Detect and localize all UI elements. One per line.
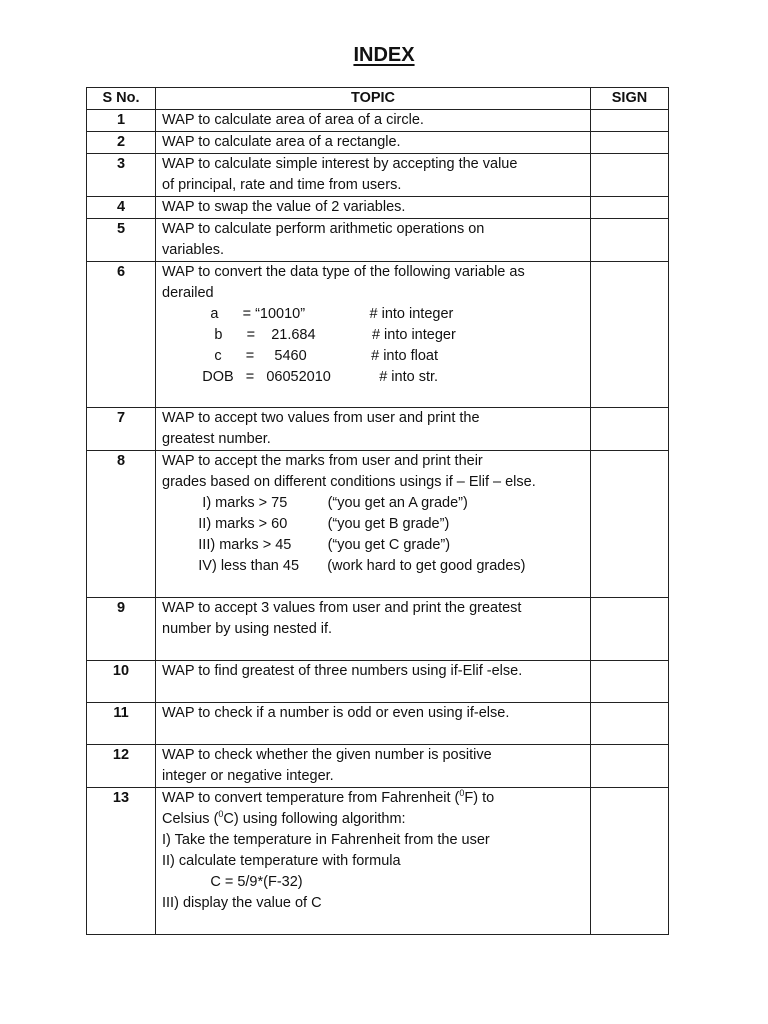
topic-line: Celsius ($^0$C) using following algorithm: [162, 809, 406, 827]
table-row [87, 154, 669, 197]
row-topic [156, 451, 591, 598]
topic-line: WAP to accept two values from user and print the [162, 410, 480, 426]
row-number: 4 [87, 197, 156, 219]
row-topic [156, 661, 591, 703]
algorithm-line: II) calculate temperature with formula [162, 853, 401, 869]
topic-line: WAP to calculate area of a rectangle. [162, 134, 401, 150]
row-number: 7 [87, 408, 156, 451]
header-sno: S No. [87, 88, 156, 110]
table-row [87, 661, 669, 703]
sign-cell [591, 661, 669, 703]
grade-line: IV) less than 45 (work hard to get good grades) [162, 558, 526, 574]
sign-cell [591, 745, 669, 788]
sign-cell [591, 197, 669, 219]
sign-cell [591, 219, 669, 262]
header-sign: SIGN [591, 88, 669, 110]
table-row [87, 197, 669, 219]
row-number: 6 [87, 262, 156, 408]
algorithm-line: III) display the value of C [162, 895, 322, 911]
topic-line: WAP to find greatest of three numbers using if-Elif -else. [162, 663, 523, 679]
row-topic [156, 197, 591, 219]
table-row [87, 110, 669, 132]
row-number: 12 [87, 745, 156, 788]
row-topic [156, 262, 591, 408]
topic-line: derailed [162, 285, 214, 301]
table-row [87, 598, 669, 661]
grade-line: III) marks > 45 (“you get C grade”) [162, 537, 451, 553]
row-topic [156, 154, 591, 197]
table-row [87, 703, 669, 745]
table-row [87, 745, 669, 788]
row-number: 11 [87, 703, 156, 745]
sign-cell [591, 132, 669, 154]
row-topic [156, 598, 591, 661]
page-title: INDEX [353, 44, 415, 66]
row-number: 9 [87, 598, 156, 661]
table-row [87, 788, 669, 935]
row-number: 13 [87, 788, 156, 935]
row-topic [156, 110, 591, 132]
topic-line: integer or negative integer. [162, 768, 334, 784]
topic-line: WAP to check if a number is odd or even using if-else. [162, 705, 510, 721]
sign-cell [591, 408, 669, 451]
sign-cell [591, 703, 669, 745]
row-topic [156, 132, 591, 154]
row-number: 5 [87, 219, 156, 262]
topic-line: WAP to check whether the given number is positive [162, 747, 492, 763]
topic-line: WAP to swap the value of 2 variables. [162, 199, 406, 215]
variable-line: c = 5460 # into float [162, 348, 439, 364]
row-topic [156, 408, 591, 451]
topic-line: of principal, rate and time from users. [162, 177, 402, 193]
grade-line: II) marks > 60 (“you get B grade”) [162, 516, 450, 532]
sign-cell [591, 598, 669, 661]
row-topic [156, 745, 591, 788]
sign-cell [591, 788, 669, 935]
table-header-row [87, 88, 669, 110]
row-number: 8 [87, 451, 156, 598]
topic-line: WAP to calculate area of area of a circle. [162, 112, 424, 128]
table-row [87, 132, 669, 154]
header-topic: TOPIC [156, 88, 591, 110]
table-row [87, 408, 669, 451]
variable-line: a = “10010” # into integer [162, 306, 454, 322]
topic-line: WAP to accept 3 values from user and print the greatest [162, 600, 522, 616]
grade-line: I) marks > 75 (“you get an A grade”) [162, 495, 468, 511]
sign-cell [591, 154, 669, 197]
topic-line: WAP to convert the data type of the following variable as [162, 264, 525, 280]
table-row [87, 219, 669, 262]
table-row [87, 451, 669, 598]
topic-line: grades based on different conditions usings if – Elif – else. [162, 474, 536, 490]
row-topic [156, 788, 591, 935]
sign-cell [591, 451, 669, 598]
algorithm-line: I) Take the temperature in Fahrenheit from the user [162, 832, 490, 848]
row-topic [156, 703, 591, 745]
topic-line: WAP to accept the marks from user and print their [162, 453, 483, 469]
topic-line: WAP to calculate perform arithmetic operations on [162, 221, 485, 237]
sign-cell [591, 262, 669, 408]
index-table [86, 87, 669, 935]
variable-line: b = 21.684 # into integer [162, 327, 456, 343]
table-row [87, 262, 669, 408]
variable-line: DOB = 06052010 # into str. [162, 369, 439, 385]
row-number: 3 [87, 154, 156, 197]
topic-line: WAP to calculate simple interest by accepting the value [162, 156, 518, 172]
topic-line: greatest number. [162, 431, 271, 447]
topic-line: WAP to convert temperature from Fahrenheit ($^0$F) to [162, 788, 495, 806]
row-topic [156, 219, 591, 262]
topic-line: number by using nested if. [162, 621, 333, 637]
topic-line: variables. [162, 242, 225, 258]
row-number: 10 [87, 661, 156, 703]
sign-cell [591, 110, 669, 132]
row-number: 1 [87, 110, 156, 132]
formula-line: C = 5/9*(F-32) [162, 874, 303, 890]
row-number: 2 [87, 132, 156, 154]
